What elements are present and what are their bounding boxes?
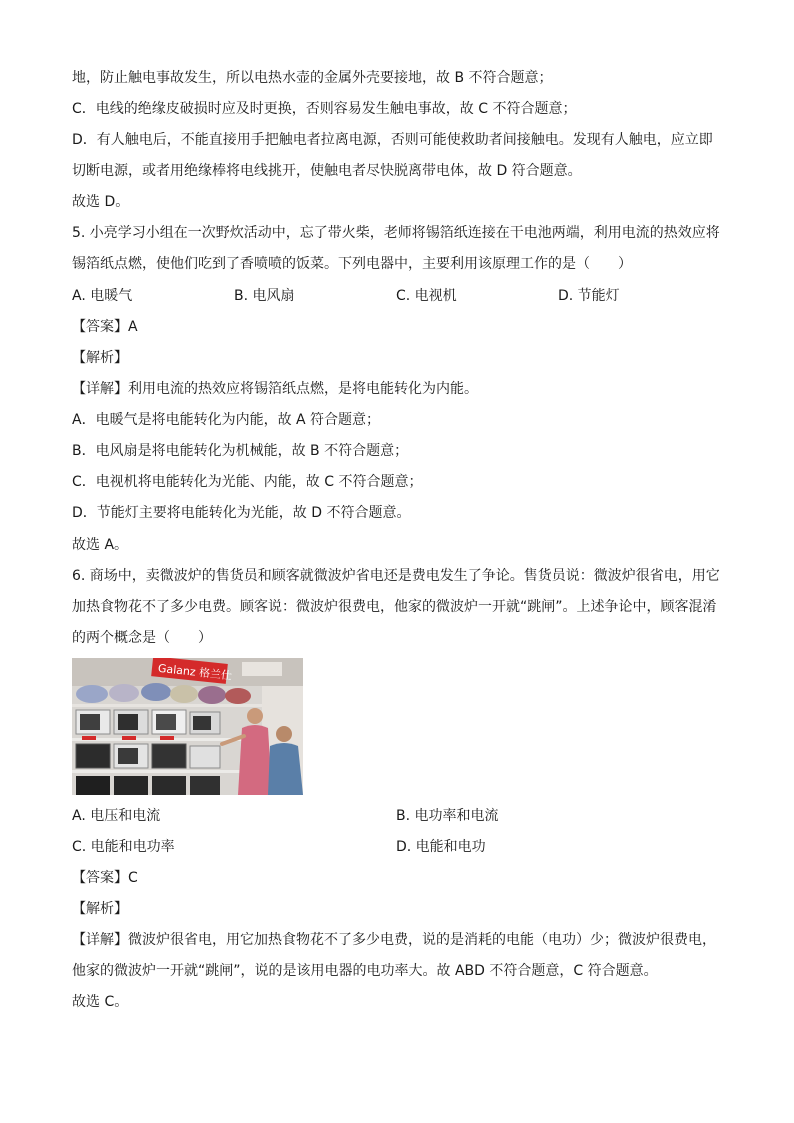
answer-line	[72, 317, 138, 337]
option-a: A. 电压和电流	[72, 808, 161, 824]
detail-tag: 【详解】	[72, 932, 128, 948]
question-6-stem: 的两个概念是（ ）	[72, 630, 212, 646]
text-line: D．有人触电后，不能直接用手把触电者拉离电源，否则可能使救助者间接触电。发现有人触电，应立即	[72, 132, 713, 148]
detail-line: B．电风扇是将电能转化为机械能，故 B 不符合题意；	[72, 443, 409, 459]
option-b: B. 电功率和电流	[396, 808, 499, 824]
option-b: B. 电风扇	[234, 288, 295, 304]
answer-line	[72, 868, 138, 888]
analysis-tag: 【解析】	[72, 350, 128, 366]
answer-value: C	[128, 870, 138, 886]
option-c: C. 电视机	[396, 288, 457, 304]
conclusion-line: 故选 A。	[72, 537, 129, 553]
detail-text: 微波炉很省电，用它加热食物花不了多少电费，说的是消耗的电能（电功）少；微波炉很费电，	[128, 932, 716, 948]
detail-line: 他家的微波炉一开就“跳闸”，说的是该用电器的电功率大。故 ABD 不符合题意，C 符合题意。	[72, 963, 658, 979]
detail-line	[72, 379, 478, 399]
detail-line	[72, 930, 716, 950]
text-line: C．电线的绝缘皮破损时应及时更换，否则容易发生触电事故，故 C 不符合题意；	[72, 101, 577, 117]
answer-tag: 【答案】	[72, 870, 128, 886]
text-line: 地，防止触电事故发生，所以电热水壶的金属外壳要接地，故 B 不符合题意；	[72, 70, 553, 86]
question-5-stem: 锡箔纸点燃，使他们吃到了香喷喷的饭菜。下列电器中，主要利用该原理工作的是（ ）	[72, 256, 632, 272]
answer-tag: 【答案】	[72, 319, 128, 335]
question-6-stem: 6. 商场中，卖微波炉的售货员和顾客就微波炉省电还是费电发生了争论。售货员说：微波炉很省电，用它	[72, 568, 720, 584]
text-line: 切断电源，或者用绝缘棒将电线挑开，使触电者尽快脱离带电体，故 D 符合题意。	[72, 163, 582, 179]
detail-text: 利用电流的热效应将锡箔纸点燃，是将电能转化为内能。	[128, 381, 478, 397]
store-sign: Galanz 格兰仕	[157, 661, 233, 683]
conclusion-line: 故选 C。	[72, 994, 129, 1010]
microwave-store-photo	[72, 658, 303, 795]
question-5-stem: 5. 小亮学习小组在一次野炊活动中，忘了带火柴，老师将锡箔纸连接在干电池两端，利用电流的热效应将	[72, 225, 720, 241]
detail-tag: 【详解】	[72, 381, 128, 397]
detail-line: C．电视机将电能转化为光能、内能，故 C 不符合题意；	[72, 474, 423, 490]
option-d: D. 电能和电功	[396, 839, 486, 855]
detail-line: A．电暖气是将电能转化为内能，故 A 符合题意；	[72, 412, 381, 428]
answer-value: A	[128, 319, 138, 335]
option-a: A. 电暖气	[72, 288, 133, 304]
analysis-tag: 【解析】	[72, 901, 128, 917]
option-c: C. 电能和电功率	[72, 839, 175, 855]
detail-line: D．节能灯主要将电能转化为光能，故 D 不符合题意。	[72, 505, 411, 521]
text-line: 故选 D。	[72, 194, 130, 210]
question-6-stem: 加热食物花不了多少电费。顾客说：微波炉很费电，他家的微波炉一开就“跳闸”。上述争论中，顾客混淆	[72, 599, 717, 615]
option-d: D. 节能灯	[558, 288, 620, 304]
